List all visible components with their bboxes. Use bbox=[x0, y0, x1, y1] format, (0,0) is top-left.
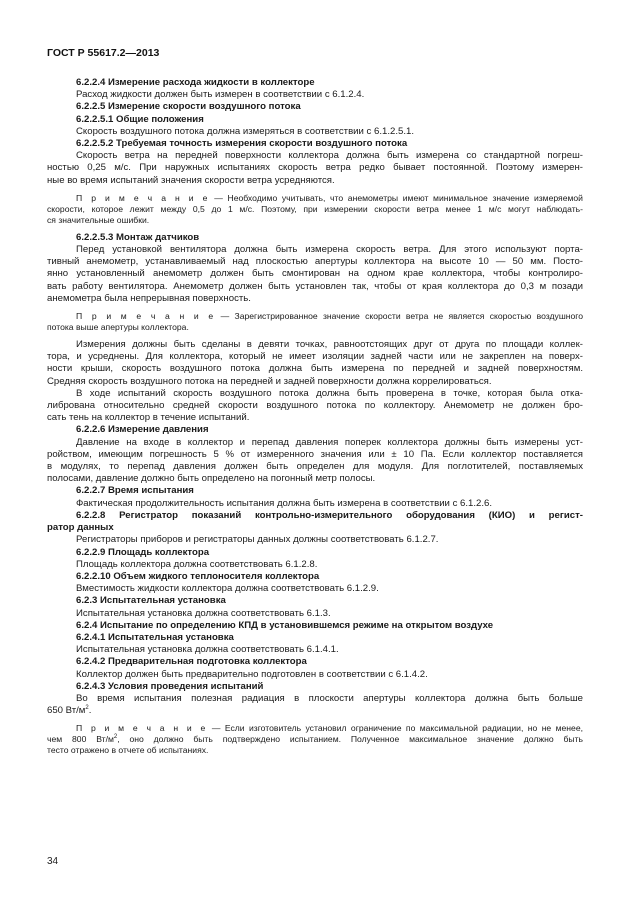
section-heading: 6.2.2.8 Регистратор показаний контрольно-измерительного оборудования (КИО) и регист- bbox=[76, 509, 583, 521]
text-line: ся значительные ошибки. bbox=[47, 214, 150, 225]
note-label: П р и м е ч а н и е bbox=[76, 311, 216, 322]
text-line: ности крыши, скорость воздушного потока должна быть измерена по передней и задней поверхностям. bbox=[47, 363, 583, 375]
text-line: Измерения должны быть сделаны в девяти точках, равноотстоящих друг от друга по площади коллек- bbox=[76, 339, 583, 351]
note-text: чем 800 Вт/м bbox=[47, 734, 114, 745]
section-heading: 6.2.2.4 Измерение расхода жидкости в коллекторе bbox=[76, 77, 315, 88]
page-body bbox=[47, 77, 583, 756]
section-heading: 6.2.2.5.2 Требуемая точность измерения скорости воздушного потока bbox=[76, 138, 408, 150]
note-text: — Зарегистрированное значение скорости ветра не является скоростью воздушного bbox=[215, 311, 583, 322]
text-line: тивный анемометр, устанавливаемый над плоскостью апертуры коллектора на высоте 10 — 50 мм. Посто- bbox=[47, 256, 583, 268]
text-line: потока выше апертуры коллектора. bbox=[47, 322, 189, 333]
text-line: Во время испытания полезная радиация в плоскости апертуры коллектора должна быть больше bbox=[76, 692, 583, 704]
text-line: либрована относительно средней скорости воздушного потока по коллектору. Анемометр не должен бро- bbox=[47, 400, 583, 412]
section-6-2-2-5-3-cont bbox=[47, 339, 583, 717]
text-line: полосами, давление должно быть определено на погонный метр полосы. bbox=[47, 473, 376, 485]
text-line: ностью 0,25 м/с. При наружных испытаниях скорость ветра редко бывает постоянной. Поэтому измерен- bbox=[47, 162, 583, 174]
section-heading: 6.2.2.5.1 Общие положения bbox=[76, 113, 204, 125]
text-line bbox=[47, 705, 583, 717]
page-number: 34 bbox=[47, 856, 59, 867]
section-heading: 6.2.2.5.3 Монтаж датчиков bbox=[76, 231, 200, 243]
paragraph: Скорость воздушного потока должна измеряться в соответствии с 6.1.2.5.1. bbox=[76, 125, 415, 137]
note-3 bbox=[47, 723, 583, 756]
text-line: Давление на входе в коллектор и перепад давления поперек коллектора должны быть измерены уст- bbox=[76, 436, 583, 448]
text-line: сать тень на коллектор в течение испытаний. bbox=[47, 412, 250, 424]
text-line: ройством, имеющим погрешность 5 % от измеренного значения или ± 10 Па. Если коллектор поставляется bbox=[47, 448, 583, 460]
section-heading: 6.2.2.6 Измерение давления bbox=[76, 424, 209, 436]
text-line: В ходе испытаний скорость воздушного потока должна быть проверена в точке, которая была отка- bbox=[76, 387, 583, 399]
section-heading: 6.2.4 Испытание по определению КПД в установившемся режиме на открытом воздухе bbox=[76, 619, 494, 631]
section-heading: 6.2.2.5 Измерение скорости воздушного потока bbox=[76, 101, 301, 113]
section-heading: 6.2.3 Испытательная установка bbox=[76, 595, 226, 607]
section-heading: 6.2.2.10 Объем жидкого теплоносителя коллектора bbox=[76, 570, 320, 582]
paragraph: Испытательная установка должна соответствовать 6.1.4.1. bbox=[76, 644, 339, 656]
paragraph: Площадь коллектора должна соответствовать 6.1.2.8. bbox=[76, 558, 318, 570]
superscript: 2 bbox=[85, 704, 89, 711]
paragraph-pressure bbox=[47, 437, 583, 486]
note-text: — Необходимо учитывать, что анемометры имеют минимальное значение измеряемой bbox=[209, 192, 583, 203]
paragraph-accuracy bbox=[47, 150, 583, 187]
section-heading: 6.2.2.9 Площадь коллектора bbox=[76, 546, 210, 558]
paragraph: Расход жидкости должен быть измерен в соответствии с 6.1.2.4. bbox=[76, 89, 365, 101]
paragraph: Испытательная установка должна соответствовать 6.1.3. bbox=[76, 607, 331, 619]
note-2 bbox=[47, 311, 583, 333]
note-text: , оно должно быть подтверждено испытанием. Полученное максимальное значение должно быть bbox=[117, 734, 583, 745]
value-text: 650 Вт/м bbox=[47, 705, 86, 717]
text-line: анемометра была непрерывная поверхность. bbox=[47, 292, 251, 304]
text-line: скорости, которое лежит между 0,5 до 1 м/с. Поэтому, при измерении скорости ветра менее 1 м/с могут наблюдать- bbox=[47, 203, 583, 214]
note-label: П р и м е ч а н и е bbox=[76, 192, 210, 203]
section-6-2-2-5-3 bbox=[47, 231, 583, 305]
text-line: в модулях, то перепад давления должен быть определен для модуля. Для поглотителей, поставляемых bbox=[47, 461, 583, 473]
text-line: ные во время испытаний значения скорости ветра усредняются. bbox=[47, 174, 335, 186]
text-line: янно установленный анемометр должен быть смонтирован на одном крае коллектора, чтобы контролиро- bbox=[47, 268, 583, 280]
section-heading: ратор данных bbox=[47, 522, 114, 534]
paragraph-calibration bbox=[47, 388, 583, 425]
paragraph-mounting bbox=[47, 244, 583, 305]
paragraph: Вместимость жидкости коллектора должна соответствовать 6.1.2.9. bbox=[76, 583, 379, 595]
section-heading: 6.2.2.7 Время испытания bbox=[76, 485, 194, 497]
section-6-2-2-4 bbox=[47, 77, 583, 187]
paragraph: Фактическая продолжительность испытания должна быть измерена в соответствии с 6.1.2.6. bbox=[76, 497, 493, 509]
punctuation: . bbox=[88, 705, 92, 717]
running-header: ГОСТ Р 55617.2—2013 bbox=[47, 47, 160, 59]
text-line bbox=[47, 734, 583, 745]
text-line: тора, и усреднены. Для коллектора, который не имеет изоляции задней части или не закреплен на поверх- bbox=[47, 351, 583, 363]
note-text: — Если изготовитель установил ограничение по максимальной радиации, но не менее, bbox=[207, 723, 583, 734]
paragraph-conditions bbox=[47, 693, 583, 717]
section-heading: 6.2.4.2 Предварительная подготовка коллектора bbox=[76, 656, 307, 668]
text-line bbox=[47, 723, 583, 734]
text-line bbox=[47, 311, 583, 322]
text-line: Перед установкой вентилятора должна быть измерена скорость ветра. Для этого используют порта- bbox=[76, 244, 583, 256]
text-line: тесто отражено в отчете об испытаниях. bbox=[47, 745, 209, 756]
note-label: П р и м е ч а н и е bbox=[76, 723, 208, 734]
section-6-2-2-8-heading bbox=[47, 510, 583, 534]
paragraph: Регистраторы приборов и регистраторы данных должны соответствовать 6.1.2.7. bbox=[76, 534, 439, 546]
section-heading: 6.2.4.1 Испытательная установка bbox=[76, 631, 234, 643]
note-1 bbox=[47, 193, 583, 226]
paragraph-points bbox=[47, 339, 583, 388]
text-line: Средняя скорость воздушного потока на передней и задней поверхности должна коррелироваться. bbox=[47, 375, 492, 387]
paragraph: Коллектор должен быть предварительно подготовлен в соответствии с 6.1.4.2. bbox=[76, 668, 428, 680]
section-heading: 6.2.4.3 Условия проведения испытаний bbox=[76, 680, 264, 692]
text-line: Скорость ветра на передней поверхности коллектора должна быть измерена со стандартной погреш- bbox=[76, 150, 583, 162]
text-line: вать работу вентилятора. Анемометр должен быть установлен так, чтобы от края коллектора до 0,3 м позади bbox=[47, 280, 583, 292]
superscript: 2 bbox=[113, 734, 118, 741]
text-line bbox=[47, 193, 583, 204]
